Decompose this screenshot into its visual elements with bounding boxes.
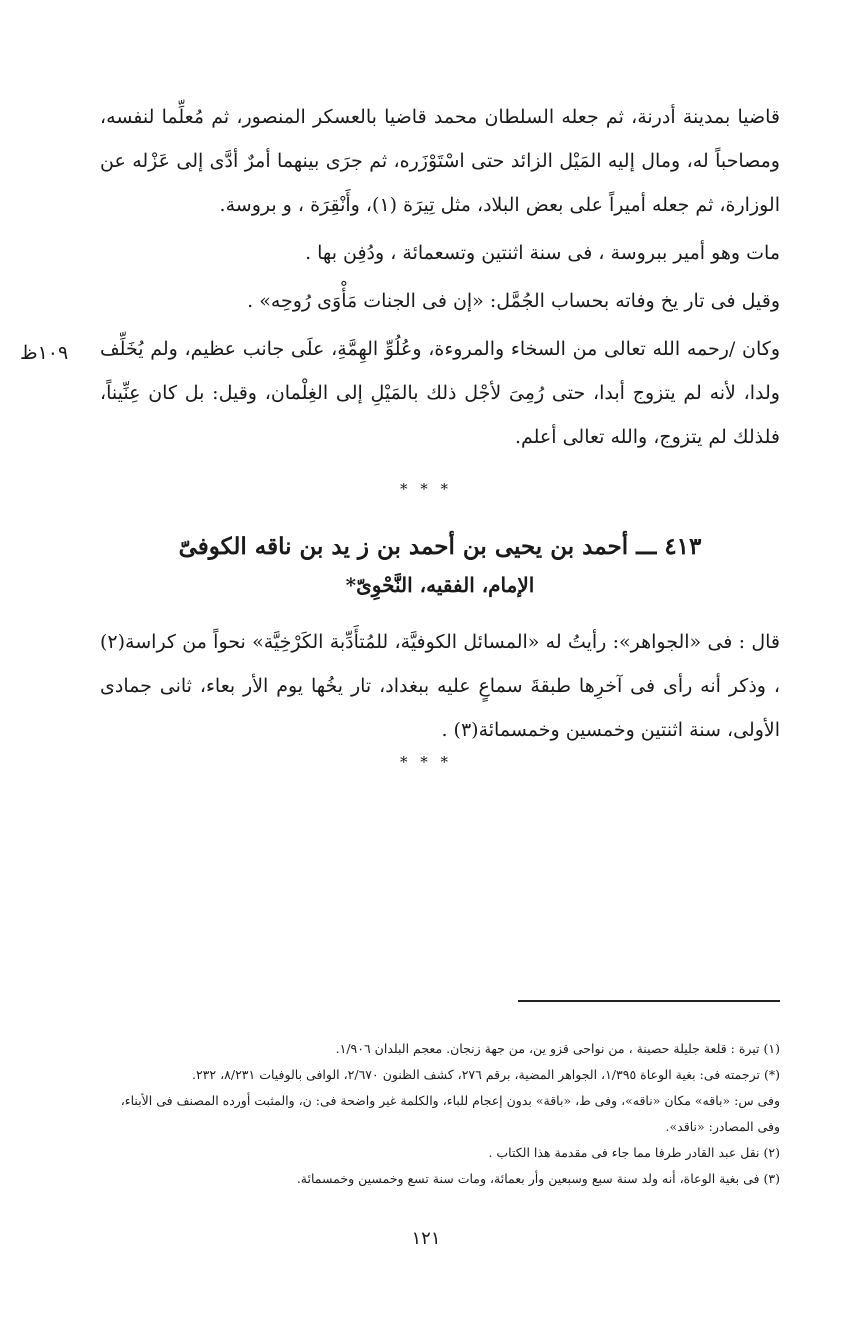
- entry-413-text: [100, 620, 780, 752]
- paragraph: قال : فى «الجواهر»: رأيتُ له «المسائل الكوفيَّة، للمُتأَدِّبة الكَرْخِيَّة» نحواً من كراسة(٢) ، وذكر أنه رأى فى آخرِها طبقةَ سماعٍ عليه ببغداد، تار يخُها يوم الأر بعاء، ثانى جمادى الأولى، سنة اثنتين وخمسين وخمسمائة(٣) .: [100, 631, 780, 741]
- footnote: (٢) نقل عبد القادر طرفا مما جاء فى مقدمة هذا الكتاب .: [488, 1145, 780, 1160]
- entry-412-text: [100, 95, 780, 459]
- paragraph: وكان /رحمه الله تعالى من السخاء والمروءة، وعُلُوِّ الهِمَّةِ، علَى جانب عظيم، ولم يُخَلِّف ولدا، لأنه لم يتزوج أبدا، حتى رُمِىَ لأجْل ذلك بالمَيْلِ إلى الغِلْمان، وقيل: بل كان عِنِّيناً، فلذلك لم يتزوج، والله تعالى أعلم.: [100, 338, 780, 448]
- entry-subtitle: الإمام، الفقيه، النَّحْوِىّ*: [345, 573, 535, 597]
- footnote: (٣) فى بغية الوعاة، أنه ولد سنة سبع وسبعين وأر بعمائة، ومات سنة تسع وخمسين وخمسمائة.: [296, 1171, 780, 1186]
- section-separator: * * *: [399, 753, 453, 771]
- paragraph: وقيل فى تار يخ وفاته بحساب الجُمَّل: «إن فى الجنات مَأْوَى رُوحِه» .: [247, 290, 780, 312]
- manuscript-folio-note: ١٠٩ظ: [20, 342, 69, 364]
- paragraph: مات وهو أمير ببروسة ، فى سنة اثنتين وتسعمائة ، ودُفِن بها .: [305, 242, 780, 264]
- entry-title: ٤١٣ ـــ أحمد بن يحيى بن أحمد بن ز يد بن ناقه الكوفىّ: [178, 533, 702, 560]
- paragraph: قاضيا بمدينة أدرنة، ثم جعله السلطان محمد قاضيا بالعسكر المنصور، ثم مُعلِّما لنفسه، ومصاحباً له، ومال إليه المَيْل الزائد حتى اسْتَوْزَره، ثم جرَى بينهما أمرٌ أدَّى إلى عَزْله عن الوزارة، ثم جعله أميراً على بعض البلاد، مثل تِيرَة (١)، وأَنْقِرَة ، و بروسة.: [100, 106, 780, 216]
- footnotes: [100, 1036, 780, 1192]
- footnote-divider: [518, 1000, 780, 1002]
- page-number: ١٢١: [411, 1228, 441, 1249]
- footnote: (*) ترجمته فى: بغية الوعاة ١/٣٩٥، الجواهر المضية، برقم ٢٧٦، كشف الظنون ٢/٦٧٠، الوافى بالوفيات ٨/٢٣١، ٢٣٢.: [191, 1067, 780, 1082]
- section-separator: * * *: [399, 480, 453, 498]
- footnote: وفى س: «باقه» مكان «ناقه»، وفى ط، «باقة» بدون إعجام للباء، والكلمة غير واضحة فى: ن، والمثبت أورده المصنف فى الأبناء، وفى المصادر: «ناقد».: [120, 1093, 780, 1134]
- footnote: (١) تيرة : قلعة جليلة حصينة ، من نواحى قزو ين، من جهة زنجان. معجم البلدان ١/٩٠٦.: [335, 1041, 780, 1056]
